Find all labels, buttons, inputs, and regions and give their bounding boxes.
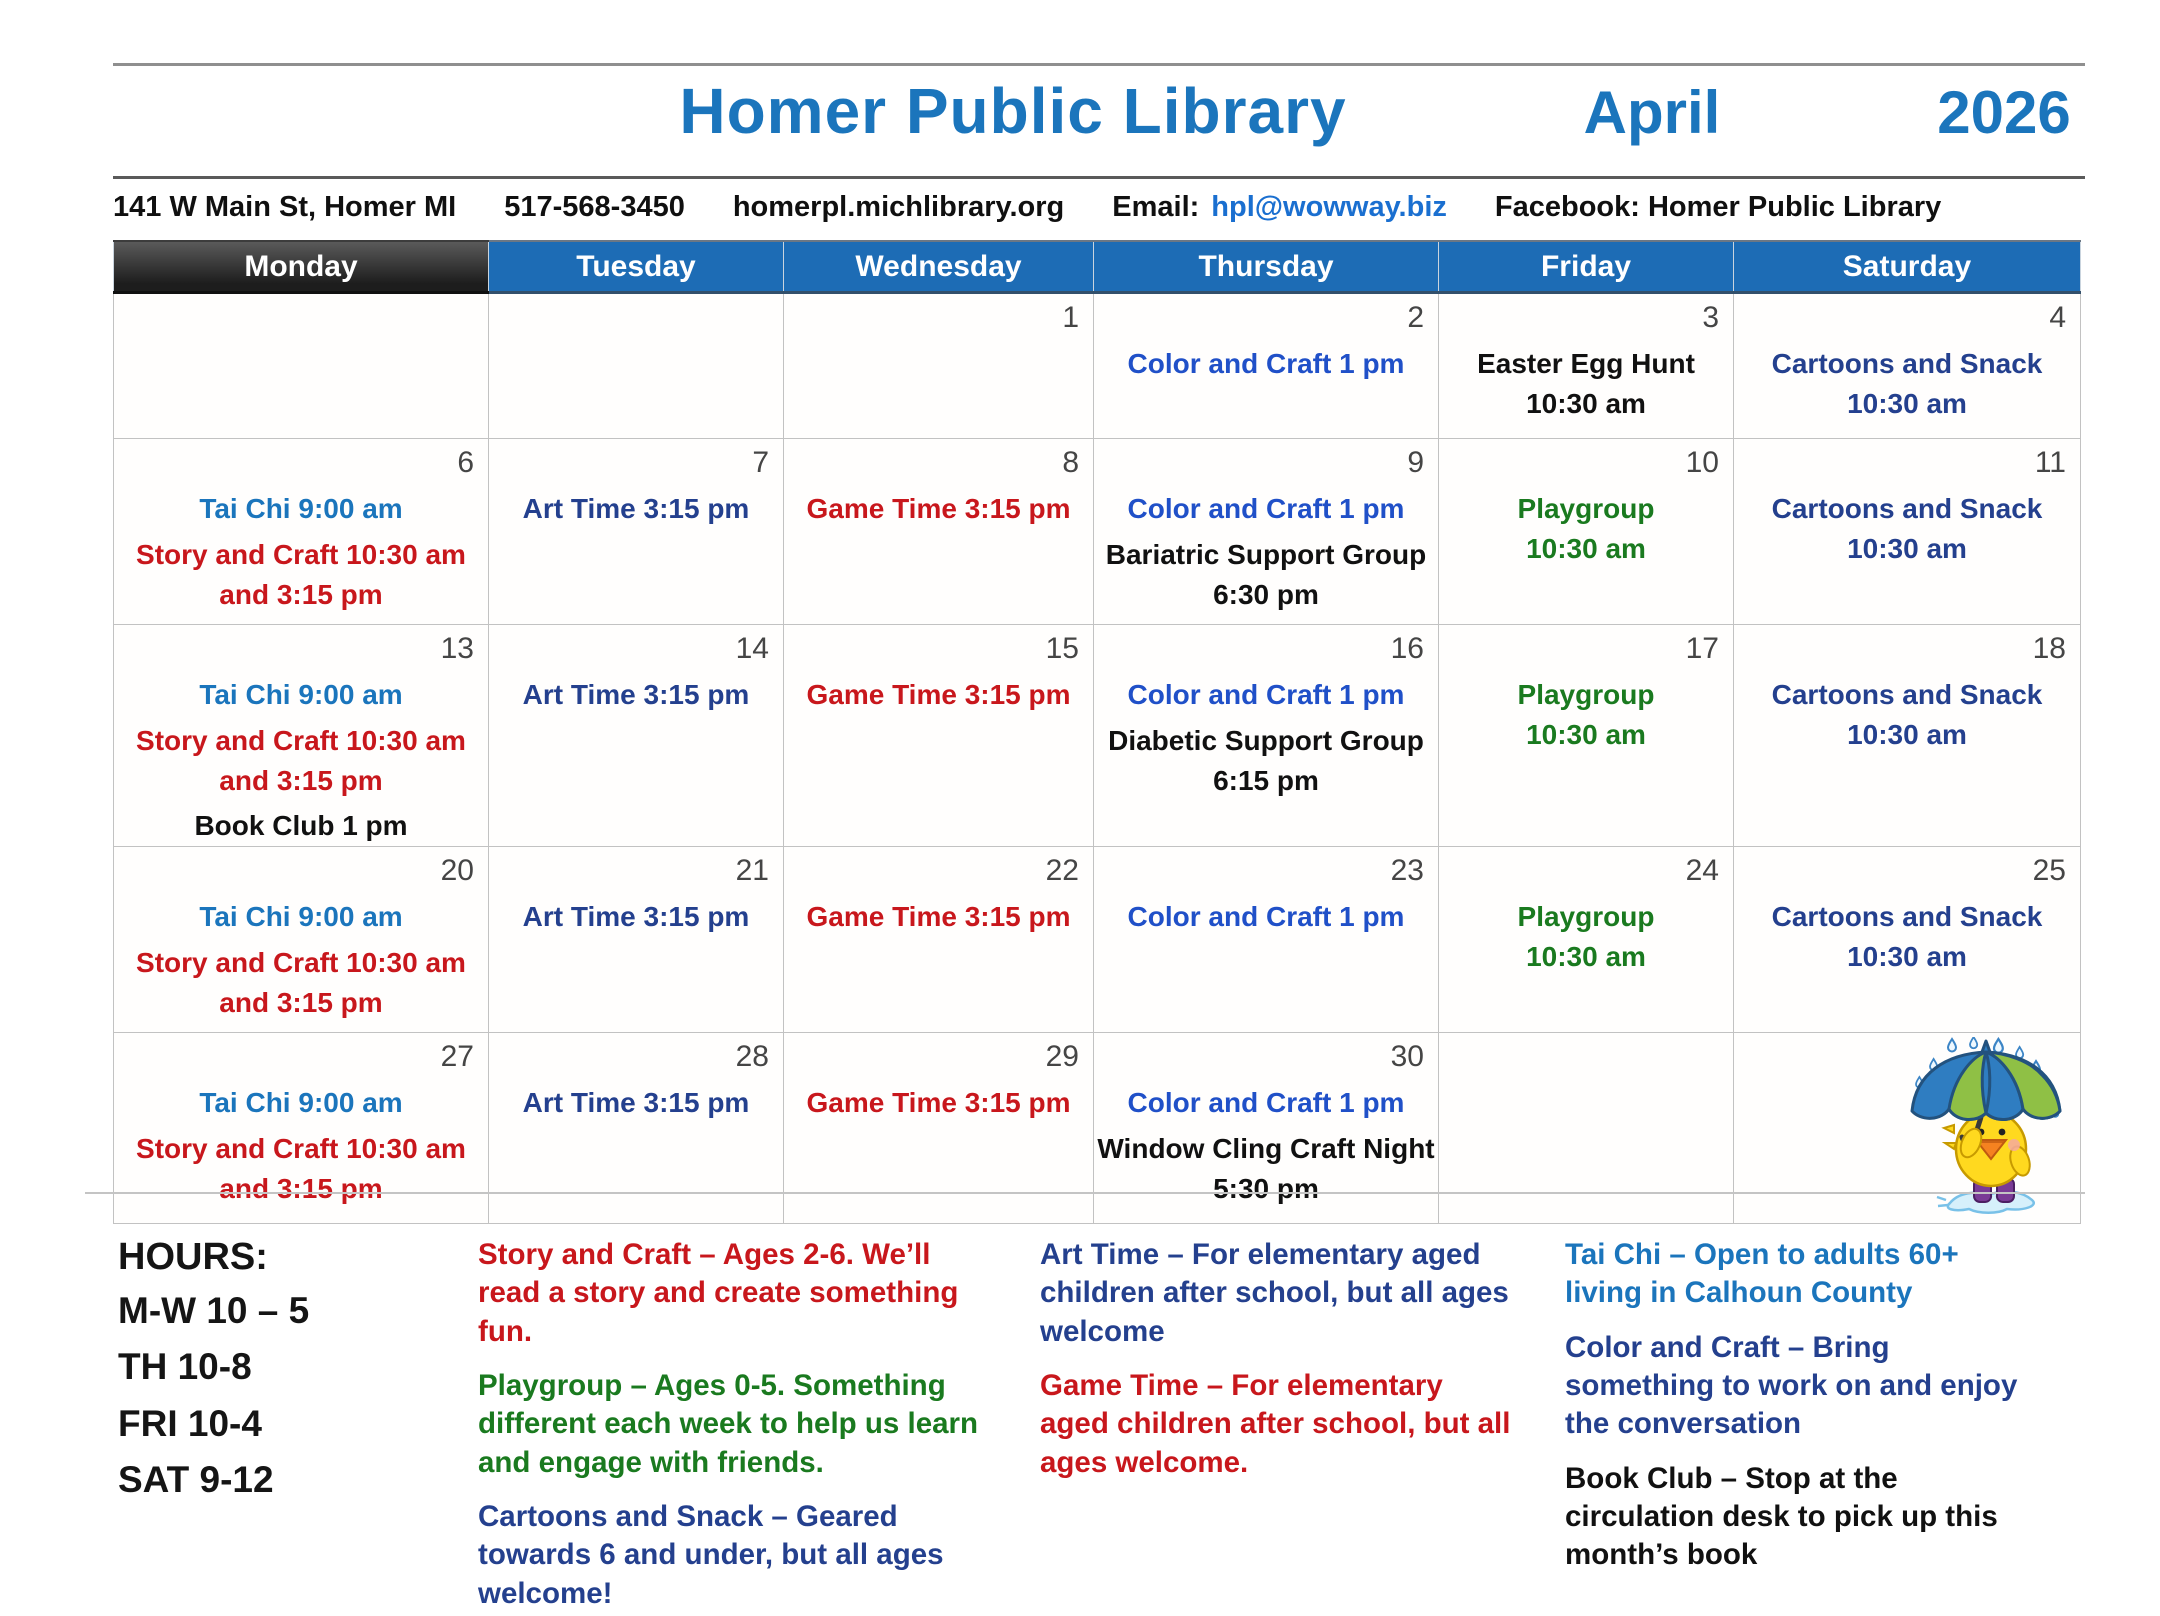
event-line: 10:30 am: [1526, 532, 1646, 564]
day-header-saturday: Saturday: [1734, 241, 2081, 293]
event-line: Game Time 3:15 pm: [806, 493, 1071, 524]
month-label: April: [1583, 79, 1721, 146]
day-header-tuesday: Tuesday: [489, 241, 784, 293]
event: [1734, 344, 2080, 424]
day-cell-18: [1734, 625, 2081, 847]
event-line: Story and Craft 10:30 am: [136, 724, 466, 756]
legend-art-time: Art Time – For elementary aged children after school, but all ages welcome: [1040, 1238, 1509, 1348]
day-cell-17: [1439, 625, 1734, 847]
event-line: Cartoons and Snack: [1771, 901, 2043, 932]
day-cell-6: [114, 439, 489, 625]
day-cell-27: [114, 1033, 489, 1224]
day-cell-29: [784, 1033, 1094, 1224]
page-title: Homer Public Library: [679, 75, 1347, 147]
event-line: Story and Craft 10:30 am: [136, 1132, 466, 1164]
event-line: Playgroup: [1517, 901, 1655, 932]
event-line: Color and Craft 1 pm: [1127, 679, 1405, 710]
event: [114, 675, 488, 715]
day-cell-empty: [1734, 1033, 2081, 1224]
event: [1094, 1129, 1438, 1209]
event-line: 10:30 am: [1526, 718, 1646, 750]
day-cell-10: [1439, 439, 1734, 625]
date-number: 28: [735, 1040, 769, 1073]
date-number: 6: [457, 446, 474, 479]
email-label: Email:: [1112, 191, 1200, 223]
week-row-4: [114, 847, 2081, 1033]
top-divider: [113, 63, 2085, 66]
event: [114, 1083, 488, 1123]
date-number: 17: [1685, 632, 1719, 665]
legend-playgroup: Playgroup – Ages 0-5. Something different each week to help us learn and engage with friends.: [478, 1369, 979, 1479]
day-cell-13: [114, 625, 489, 847]
email-row: [1112, 191, 1447, 224]
event: [1094, 721, 1438, 801]
event: [784, 897, 1093, 937]
event-line: Story and Craft 10:30 am: [136, 946, 466, 978]
hours-line: FRI 10-4: [118, 1402, 262, 1444]
day-cell-2: [1094, 293, 1439, 439]
event: [114, 806, 488, 846]
address-text: 141 W Main St, Homer MI: [113, 191, 457, 223]
date-number: 8: [1062, 446, 1079, 479]
day-header-thursday: Thursday: [1094, 241, 1439, 293]
event-line: Art Time 3:15 pm: [522, 493, 750, 524]
date-number: 1: [1062, 301, 1079, 334]
event-line: 10:30 am: [1526, 940, 1646, 972]
event-line: and 3:15 pm: [219, 1172, 383, 1204]
event-line: and 3:15 pm: [219, 986, 383, 1018]
day-cell-7: [489, 439, 784, 625]
day-cell-23: [1094, 847, 1439, 1033]
event: [1094, 675, 1438, 715]
day-cell-4: [1734, 293, 2081, 439]
event: [1734, 897, 2080, 977]
day-cell-24: [1439, 847, 1734, 1033]
event-line: Art Time 3:15 pm: [522, 901, 750, 932]
bottom-divider: [85, 1192, 2085, 1194]
event: [1094, 535, 1438, 615]
event-line: Game Time 3:15 pm: [806, 679, 1071, 710]
legend-cartoons-and-snack: Cartoons and Snack – Geared towards 6 and under, but all ages welcome!: [478, 1500, 944, 1610]
event-line: Color and Craft 1 pm: [1127, 901, 1405, 932]
week-row-5: [114, 1033, 2081, 1224]
week-row-2: [114, 439, 2081, 625]
year-label: 2026: [1937, 79, 2071, 146]
event: [489, 897, 783, 937]
date-number: 20: [440, 854, 474, 887]
event-line: 6:30 pm: [1213, 578, 1319, 610]
date-number: [114, 294, 488, 338]
contact-bar: [113, 176, 2085, 224]
event: [114, 535, 488, 615]
date-number: 25: [2032, 854, 2066, 887]
hours-line: M-W 10 – 5: [118, 1290, 310, 1331]
day-cell-15: [784, 625, 1094, 847]
week-row-3: [114, 625, 2081, 847]
day-cell-30: [1094, 1033, 1439, 1224]
event: [489, 1083, 783, 1123]
event-line: Color and Craft 1 pm: [1127, 348, 1405, 379]
event: [114, 943, 488, 1023]
event-line: and 3:15 pm: [219, 578, 383, 610]
event-line: Playgroup: [1517, 493, 1655, 524]
event-line: Color and Craft 1 pm: [1127, 493, 1405, 524]
website-text: homerpl.michlibrary.org: [732, 191, 1065, 223]
date-number: 21: [735, 854, 769, 887]
event-line: Cartoons and Snack: [1771, 348, 2043, 379]
event-line: 10:30 am: [1847, 387, 1967, 419]
date-number: 4: [2049, 301, 2066, 334]
day-cell-empty: [114, 293, 489, 439]
event-line: Tai Chi 9:00 am: [199, 901, 403, 932]
event-line: Tai Chi 9:00 am: [199, 679, 403, 710]
day-cell-14: [489, 625, 784, 847]
event-line: Tai Chi 9:00 am: [199, 1087, 403, 1118]
event-line: 5:30 pm: [1213, 1172, 1319, 1204]
weekday-header-row: [114, 241, 2081, 293]
day-header-monday: Monday: [114, 241, 489, 293]
event-line: Color and Craft 1 pm: [1127, 1087, 1405, 1118]
event: [1094, 897, 1438, 937]
event: [784, 489, 1093, 529]
event-line: and 3:15 pm: [219, 764, 383, 796]
hours-line: SAT 9-12: [118, 1459, 274, 1501]
day-cell-20: [114, 847, 489, 1033]
email-link[interactable]: hpl@wowway.biz: [1211, 191, 1447, 223]
date-number: 2: [1407, 301, 1424, 334]
date-number: 24: [1685, 854, 1719, 887]
date-number: 3: [1702, 301, 1719, 334]
date-number: 18: [2032, 632, 2066, 665]
day-cell-16: [1094, 625, 1439, 847]
facebook-text: Facebook: Homer Public Library: [1494, 191, 1942, 223]
event: [1094, 489, 1438, 529]
event: [1734, 489, 2080, 569]
hours-line: TH 10-8: [118, 1346, 252, 1388]
legend-story-and-craft: Story and Craft – Ages 2-6. We’ll read a story and create something fun.: [478, 1238, 959, 1348]
legend-tai-chi: Tai Chi – Open to adults 60+ living in Calhoun County: [1565, 1238, 1959, 1310]
legend-color-and-craft: Color and Craft – Bring something to work on and enjoy the conversation: [1565, 1330, 2018, 1441]
date-number: 16: [1390, 632, 1424, 665]
date-number: 11: [2034, 446, 2066, 479]
event-line: Art Time 3:15 pm: [522, 679, 750, 710]
legend-column-1: [478, 1236, 1040, 1616]
day-cell-3: [1439, 293, 1734, 439]
date-number: 22: [1045, 854, 1079, 887]
event: [784, 675, 1093, 715]
date-number: [489, 294, 783, 338]
date-number: 10: [1685, 446, 1719, 479]
event: [1439, 897, 1733, 977]
day-cell-empty: [1439, 1033, 1734, 1224]
event-line: 10:30 am: [1847, 532, 1967, 564]
day-cell-28: [489, 1033, 784, 1224]
date-number: 27: [440, 1040, 474, 1073]
event: [489, 489, 783, 529]
phone-text: 517-568-3450: [504, 191, 685, 223]
date-number: 15: [1045, 632, 1079, 665]
duck-with-umbrella-image: [1902, 1037, 2070, 1215]
event: [114, 489, 488, 529]
event-line: Cartoons and Snack: [1771, 493, 2043, 524]
event: [1094, 344, 1438, 384]
day-cell-22: [784, 847, 1094, 1033]
hours-title: HOURS:: [118, 1236, 268, 1278]
date-number: 29: [1045, 1040, 1079, 1073]
event: [1439, 344, 1733, 424]
calendar-table: [113, 240, 2081, 1224]
date-number: 9: [1407, 446, 1424, 479]
event-line: Book Club 1 pm: [194, 810, 408, 842]
event: [114, 721, 488, 801]
event-line: Window Cling Craft Night: [1097, 1132, 1435, 1164]
day-cell-1: [784, 293, 1094, 439]
day-cell-9: [1094, 439, 1439, 625]
day-cell-25: [1734, 847, 2081, 1033]
legend-game-time: Game Time – For elementary aged children after school, but all ages welcome.: [1040, 1369, 1511, 1479]
event-line: Art Time 3:15 pm: [522, 1087, 750, 1118]
day-header-wednesday: Wednesday: [784, 241, 1094, 293]
event: [784, 1083, 1093, 1123]
legend-column-3: [1565, 1236, 2086, 1616]
event: [1094, 1083, 1438, 1123]
legend-book-club: Book Club – Stop at the circulation desk to pick up this month’s book: [1565, 1461, 1998, 1572]
day-cell-8: [784, 439, 1094, 625]
event-line: Easter Egg Hunt: [1477, 348, 1695, 379]
date-number: 23: [1390, 854, 1424, 887]
event-line: Story and Craft 10:30 am: [136, 538, 466, 570]
week-row-1: [114, 293, 2081, 439]
event: [1734, 675, 2080, 755]
event-line: Tai Chi 9:00 am: [199, 493, 403, 524]
event-line: Game Time 3:15 pm: [806, 901, 1071, 932]
footer: [118, 1236, 2086, 1616]
date-number: [1439, 1033, 1733, 1077]
legend-column-2: [1040, 1236, 1565, 1616]
event-line: 6:15 pm: [1213, 764, 1319, 796]
event-line: 10:30 am: [1526, 387, 1646, 419]
event-line: Game Time 3:15 pm: [806, 1087, 1071, 1118]
hours-block: [118, 1236, 478, 1616]
event: [489, 675, 783, 715]
day-header-friday: Friday: [1439, 241, 1734, 293]
date-number: 14: [735, 632, 769, 665]
event-line: Diabetic Support Group: [1108, 724, 1424, 756]
event-line: 10:30 am: [1847, 940, 1967, 972]
event: [1439, 675, 1733, 755]
event-line: Bariatric Support Group: [1105, 538, 1427, 570]
day-cell-empty: [489, 293, 784, 439]
event-line: Cartoons and Snack: [1771, 679, 2043, 710]
event-line: 10:30 am: [1847, 718, 1967, 750]
event-line: Playgroup: [1517, 679, 1655, 710]
event: [114, 1129, 488, 1209]
event: [1439, 489, 1733, 569]
day-cell-21: [489, 847, 784, 1033]
day-cell-11: [1734, 439, 2081, 625]
date-number: 7: [752, 446, 769, 479]
date-number: 13: [440, 632, 474, 665]
date-number: 30: [1390, 1040, 1424, 1073]
event: [114, 897, 488, 937]
